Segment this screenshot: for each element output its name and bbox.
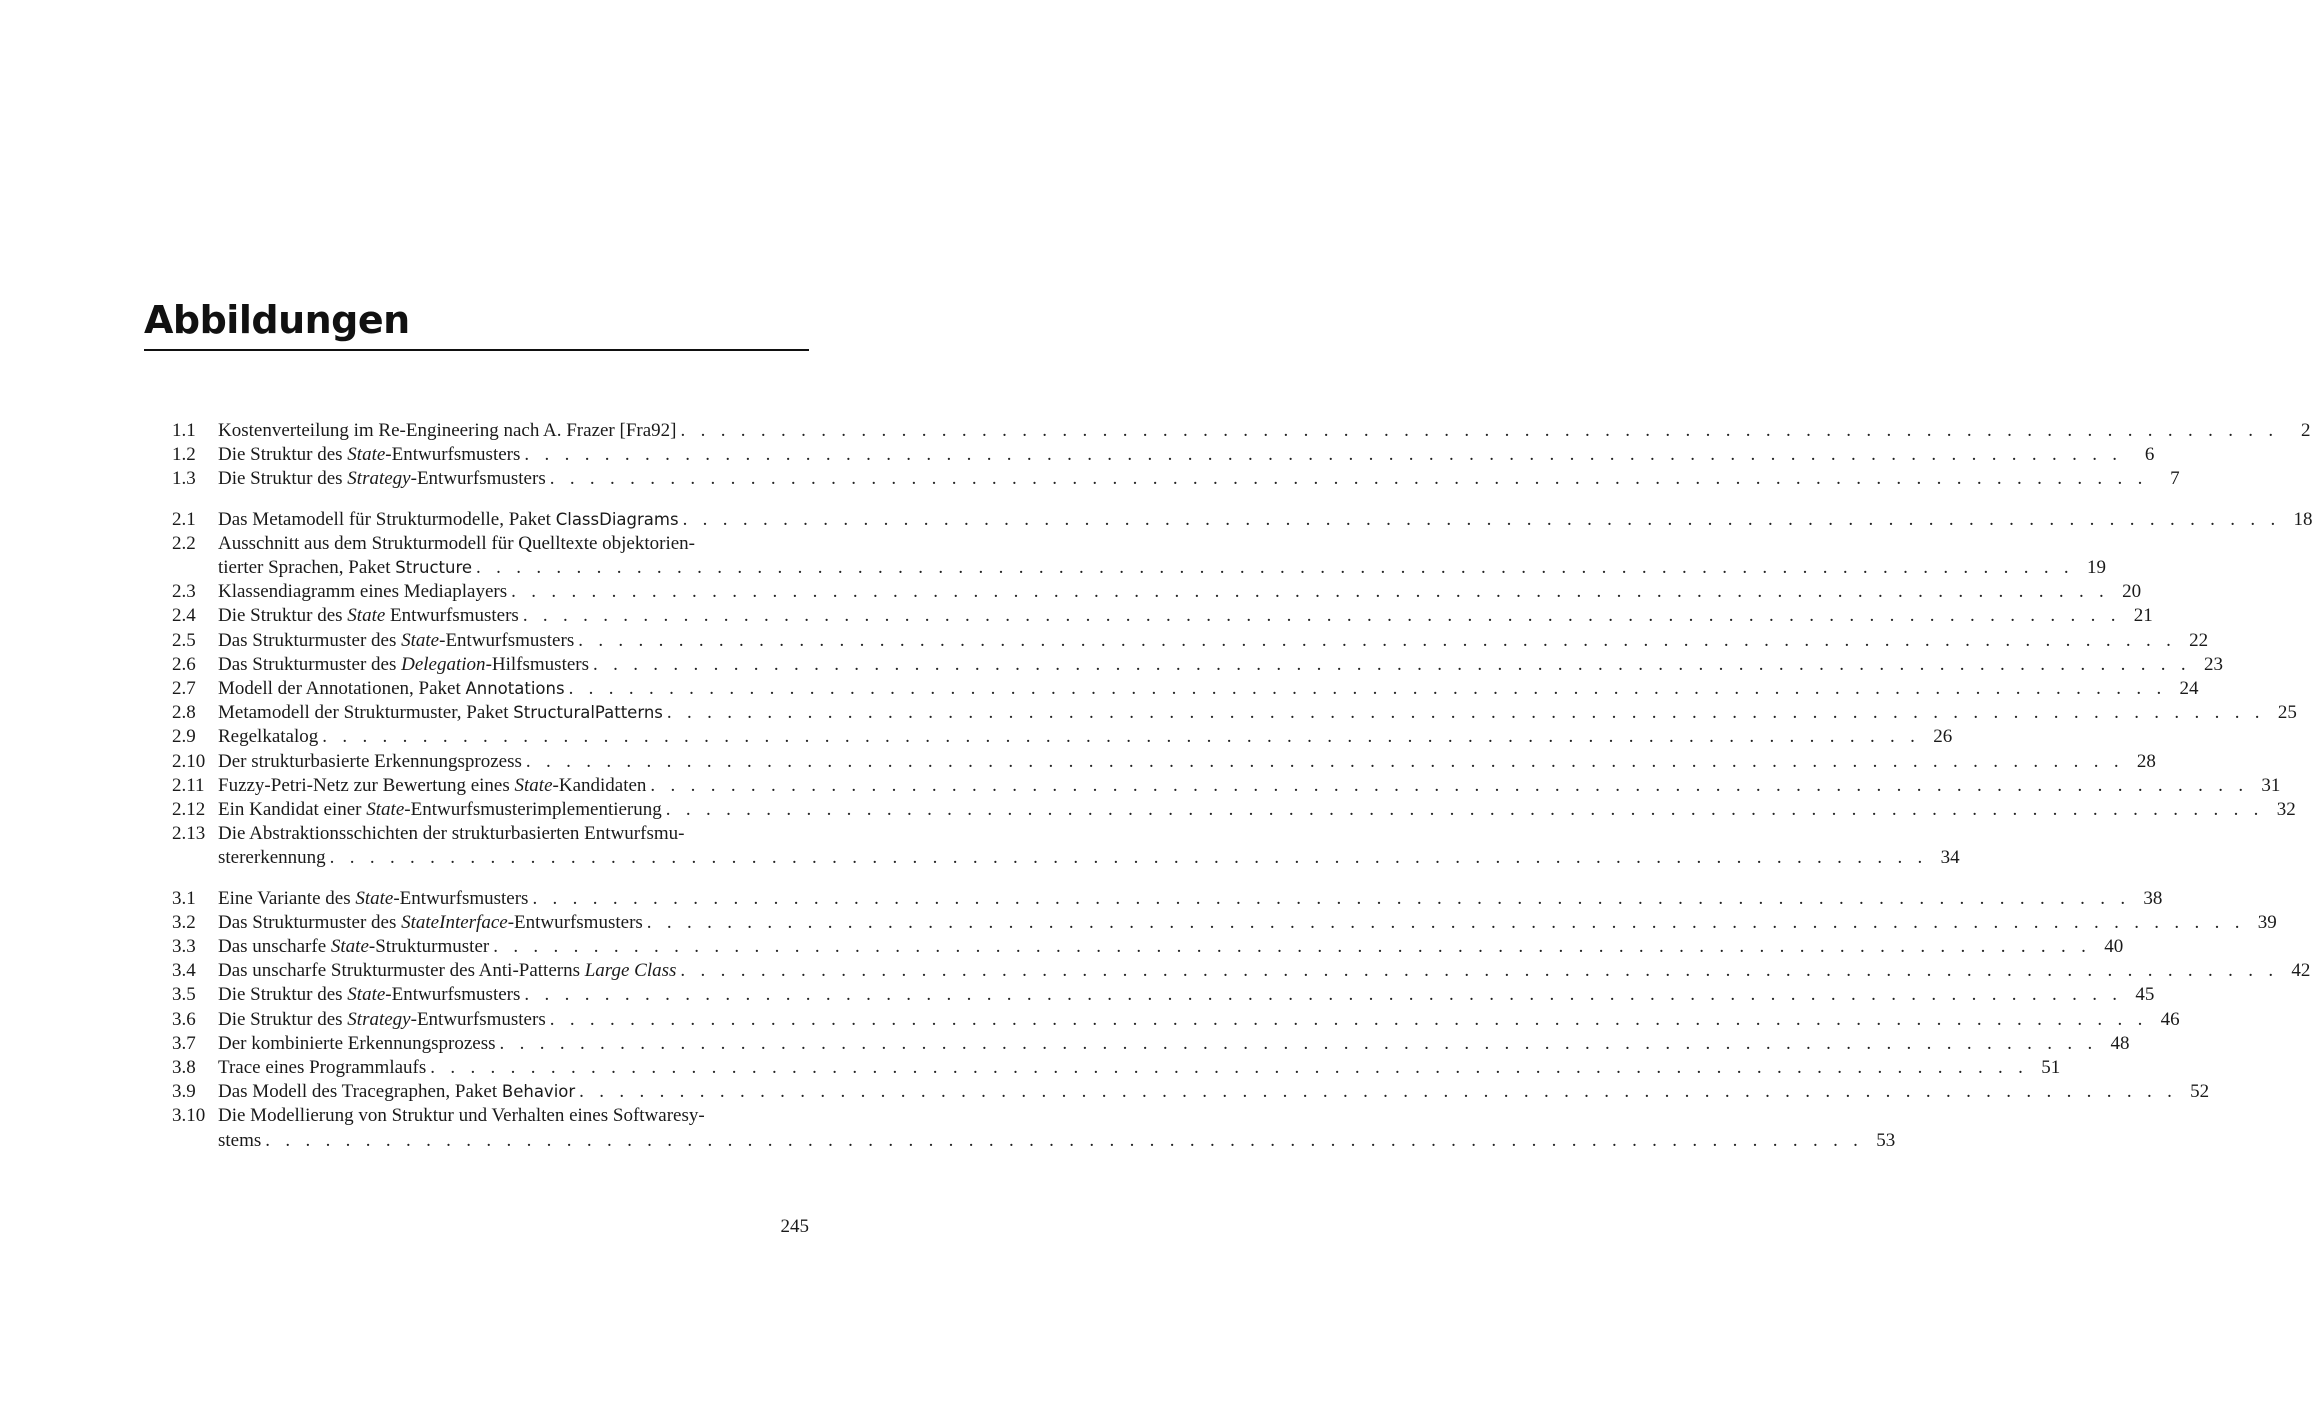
title-text: Modell der Annotationen, Paket (218, 678, 466, 700)
figure-entry[interactable] (172, 443, 2155, 467)
figure-entry[interactable] (172, 1080, 2210, 1104)
figure-number: 3.10 (172, 1105, 206, 1127)
figure-number: 2.1 (172, 508, 196, 530)
page-number: 245 (780, 1216, 809, 1237)
package-name: ClassDiagrams (555, 509, 679, 529)
title-text: Die Struktur des (218, 1008, 348, 1030)
figure-page-number: 22 (2189, 629, 2209, 651)
figure-page-number: 40 (2104, 936, 2124, 958)
figure-group (172, 887, 2311, 1153)
dot-leader: . . . . . . . . . . . . . . . . . . . . . . . . . . . . . . . . . . . . . . . . . . . . . . . . . . . . . . . . . . . . . . . . . . . . . . . . . . . . . . . . (522, 605, 2121, 627)
dot-leader: . . . . . . . . . . . . . . . . . . . . . . . . . . . . . . . . . . . . . . . . . . . . . . . . . . . . . . . . . . . . . . . . . . . . . . . . . . . . . . . . (532, 887, 2131, 909)
title-text: Das Metamodell für Strukturmodelle, Paket (218, 508, 556, 530)
figure-number: 1.1 (172, 420, 196, 441)
figure-page-number: 21 (2133, 605, 2153, 627)
figure-title (218, 774, 646, 798)
figure-title (218, 798, 662, 822)
figure-caption (218, 1008, 2180, 1032)
figure-page-number: 6 (2144, 444, 2155, 466)
figure-entry[interactable] (172, 677, 2199, 701)
figure-caption (218, 911, 2277, 935)
title-text: Der kombinierte Erkennungsprozess (218, 1032, 496, 1054)
figure-number: 2.9 (172, 726, 196, 748)
figure-title (218, 1032, 496, 1056)
figure-entry[interactable] (172, 1008, 2180, 1032)
title-text: stererkennung (218, 847, 326, 869)
figure-title (218, 467, 546, 491)
dot-leader: . . . . . . . . . . . . . . . . . . . . . . . . . . . . . . . . . . . . . . . . . . . . . . . . . . . . . . . . . . . . . . . . . . . . . . . . . . . . . . . . (646, 911, 2245, 933)
figure-entry[interactable] (172, 580, 2142, 604)
figure-caption (218, 629, 2209, 653)
emphasized-term: Delegation (401, 653, 486, 675)
dot-leader: . . . . . . . . . . . . . . . . . . . . . . . . . . . . . . . . . . . . . . . . . . . . . . . . . . . . . . . . . . . . . . . . . . . . . . . . . . . . . . . . (549, 468, 2148, 490)
figure-caption (218, 725, 1953, 749)
figure-entry[interactable] (172, 604, 2153, 628)
emphasized-term: State (401, 629, 440, 651)
figure-number: 3.3 (172, 936, 196, 958)
figure-caption (218, 580, 2142, 604)
figure-caption (218, 750, 2156, 774)
title-text: Trace eines Programmlaufs (218, 1057, 427, 1079)
emphasized-term: StateInterface (401, 911, 508, 933)
figure-number: 2.2 (172, 532, 196, 554)
emphasized-term: Strategy (347, 1008, 411, 1030)
dot-leader: . . . . . . . . . . . . . . . . . . . . . . . . . . . . . . . . . . . . . . . . . . . . . . . . . . . . . . . . . . . . . . . . . . . . . . . . . . . . . . . . (430, 1057, 2029, 1079)
figure-caption (218, 443, 2155, 467)
title-text: Der strukturbasierte Erkennungsprozess (218, 750, 522, 772)
figure-title (218, 677, 565, 701)
figure-entry[interactable] (172, 887, 2163, 911)
figure-caption (218, 532, 2106, 580)
figure-title (218, 556, 472, 580)
dot-leader: . . . . . . . . . . . . . . . . . . . . . . . . . . . . . . . . . . . . . . . . . . . . . . . . . . . . . . . . . . . . . . . . . . . . . . . . . . . . . . . . (666, 702, 2265, 724)
figure-number: 2.11 (172, 774, 205, 796)
figure-number: 1.3 (172, 468, 196, 490)
title-text: Das unscharfe Strukturmuster des Anti-Patterns (218, 960, 585, 982)
figure-page-number: 39 (2257, 911, 2277, 933)
emphasized-term: Large Class (584, 960, 677, 982)
title-text: stems (218, 1129, 262, 1151)
emphasized-term: State (347, 605, 386, 627)
figure-title (218, 443, 520, 467)
figure-title (218, 508, 679, 532)
figure-page-number: 38 (2143, 887, 2163, 909)
figure-group (172, 508, 2313, 871)
package-name: Annotations (465, 679, 565, 699)
figure-page-number: 48 (2110, 1032, 2130, 1054)
figure-entry[interactable] (172, 508, 2313, 532)
figure-number: 3.1 (172, 887, 196, 909)
figure-number: 2.3 (172, 581, 196, 603)
figure-entry[interactable] (172, 798, 2296, 822)
title-text: Die Struktur des (218, 444, 348, 466)
figure-caption (218, 467, 2180, 491)
figure-page-number: 45 (2135, 984, 2155, 1006)
title-text: Entwurfsmusters (385, 605, 519, 627)
figure-list (172, 419, 2313, 1169)
title-text: Das unscharfe (218, 936, 331, 958)
figure-page-number: 53 (1876, 1129, 1896, 1151)
dot-leader: . . . . . . . . . . . . . . . . . . . . . . . . . . . . . . . . . . . . . . . . . . . . . . . . . . . . . . . . . . . . . . . . . . . . . . . . . . . . . . . . (329, 847, 1928, 869)
title-text: -Entwurfsmusters (507, 911, 643, 933)
figure-entry[interactable] (172, 725, 1953, 749)
figure-title (218, 959, 676, 983)
title-text: Das Strukturmuster des (218, 629, 402, 651)
figure-number: 2.5 (172, 629, 196, 651)
emphasized-term: State (355, 887, 394, 909)
figure-caption (218, 1056, 2061, 1080)
dot-leader: . . . . . . . . . . . . . . . . . . . . . . . . . . . . . . . . . . . . . . . . . . . . . . . . . . . . . . . . . . . . . . . . . . . . . . . . . . . . . . . . (579, 1081, 2178, 1103)
figure-entry[interactable] (172, 935, 2124, 959)
figure-page-number: 23 (2203, 653, 2223, 675)
figure-entry[interactable] (172, 629, 2209, 653)
figure-caption (218, 701, 2297, 725)
figure-number: 3.6 (172, 1008, 196, 1030)
figure-title-first-line: Die Abstraktionsschichten der strukturbasierten Entwurfsmu- (218, 823, 685, 845)
figure-title (218, 983, 520, 1007)
figure-title (218, 725, 318, 749)
dot-leader: . . . . . . . . . . . . . . . . . . . . . . . . . . . . . . . . . . . . . . . . . . . . . . . . . . . . . . . . . . . . . . . . . . . . . . . . . . . . . . . . (499, 1032, 2098, 1054)
figure-title-first-line: Ausschnitt aus dem Strukturmodell für Quelltexte objektorien- (218, 532, 696, 554)
emphasized-term: State (330, 936, 369, 958)
figure-page-number: 28 (2136, 750, 2156, 772)
title-text: Eine Variante des (218, 887, 356, 909)
figure-entry[interactable] (172, 701, 2297, 725)
figure-number: 2.12 (172, 799, 206, 821)
figure-entry[interactable] (172, 774, 2281, 798)
title-text: -Entwurfsmusters (385, 444, 521, 466)
title-text: -Entwurfsmusters (410, 1008, 546, 1030)
figure-entry[interactable] (172, 822, 1960, 870)
title-text: Kostenverteilung im Re-Engineering nach A. Frazer [Fra92] (218, 420, 677, 441)
figure-page-number: 20 (2122, 581, 2142, 603)
figure-title (218, 653, 589, 677)
emphasized-term: Strategy (347, 468, 411, 490)
figure-title (218, 701, 663, 725)
dot-leader: . . . . . . . . . . . . . . . . . . . . . . . . . . . . . . . . . . . . . . . . . . . . . . . . . . . . . . . . . . . . . . . . . . . . . . . . . . . . . . . . (665, 799, 2264, 821)
figure-entry[interactable] (172, 1056, 2061, 1080)
figure-title (218, 629, 574, 653)
figure-caption (218, 774, 2281, 798)
figure-page-number: 18 (2293, 508, 2313, 530)
figure-page-number: 2 (2300, 420, 2311, 441)
title-text: Das Strukturmuster des (218, 911, 402, 933)
figure-title (218, 887, 528, 911)
title-text: Metamodell der Strukturmuster, Paket (218, 702, 514, 724)
figure-title (218, 1056, 426, 1080)
figure-number: 3.5 (172, 984, 196, 1006)
figure-entry[interactable] (172, 750, 2156, 774)
figure-number: 2.13 (172, 823, 206, 845)
figure-entry[interactable] (172, 419, 2311, 443)
title-text: Regelkatalog (218, 726, 319, 748)
figure-title (218, 604, 519, 628)
title-text: -Strukturmuster (368, 936, 490, 958)
dot-leader: . . . . . . . . . . . . . . . . . . . . . . . . . . . . . . . . . . . . . . . . . . . . . . . . . . . . . . . . . . . . . . . . . . . . . . . . . . . . . . . . (650, 774, 2249, 796)
title-text: -Entwurfsmusters (439, 629, 575, 651)
figure-page-number: 24 (2179, 678, 2199, 700)
figure-number: 2.4 (172, 605, 196, 627)
figure-caption (218, 508, 2313, 532)
title-text: Das Modell des Tracegraphen, Paket (218, 1081, 502, 1103)
figure-number: 3.2 (172, 911, 196, 933)
title-text: -Entwurfsmusters (393, 887, 529, 909)
figure-title (218, 1008, 546, 1032)
figure-entry[interactable] (172, 911, 2277, 935)
dot-leader: . . . . . . . . . . . . . . . . . . . . . . . . . . . . . . . . . . . . . . . . . . . . . . . . . . . . . . . . . . . . . . . . . . . . . . . . . . . . . . . . (493, 936, 2092, 958)
figure-caption (218, 1032, 2130, 1056)
package-name: StructuralPatterns (513, 703, 663, 723)
figure-title (218, 846, 326, 870)
figure-caption (218, 887, 2163, 911)
title-text: -Hilfsmusters (485, 653, 589, 675)
figure-caption (218, 959, 2311, 983)
figure-title (218, 750, 522, 774)
figure-group (172, 419, 2311, 492)
figure-title (218, 1129, 261, 1153)
figure-page-number: 52 (2190, 1081, 2210, 1103)
figure-number: 2.6 (172, 653, 196, 675)
figure-entry[interactable] (172, 653, 2223, 677)
figure-entry[interactable] (172, 467, 2180, 491)
emphasized-term: State (347, 444, 386, 466)
figure-caption (218, 653, 2223, 677)
figure-page-number: 19 (2086, 557, 2106, 579)
figure-title (218, 911, 643, 935)
dot-leader: . . . . . . . . . . . . . . . . . . . . . . . . . . . . . . . . . . . . . . . . . . . . . . . . . . . . . . . . . . . . . . . . . . . . . . . . . . . . . . . . (322, 726, 1921, 748)
figure-page-number: 51 (2041, 1057, 2061, 1079)
figure-number: 3.7 (172, 1032, 196, 1054)
emphasized-term: State (514, 774, 553, 796)
dot-leader: . . . . . . . . . . . . . . . . . . . . . . . . . . . . . . . . . . . . . . . . . . . . . . . . . . . . . . . . . . . . . . . . . . . . . . . . . . . . . . . . (680, 420, 2279, 441)
package-name: Structure (395, 558, 473, 578)
figure-page-number: 32 (2276, 799, 2296, 821)
figure-number: 2.7 (172, 678, 196, 700)
title-text: Das Strukturmuster des (218, 653, 402, 675)
package-name: Behavior (501, 1082, 576, 1102)
figure-page-number: 7 (2170, 468, 2180, 490)
figure-entry[interactable] (172, 983, 2155, 1007)
dot-leader: . . . . . . . . . . . . . . . . . . . . . . . . . . . . . . . . . . . . . . . . . . . . . . . . . . . . . . . . . . . . . . . . . . . . . . . . . . . . . . . . (511, 581, 2110, 603)
title-text: -Entwurfsmusters (385, 984, 521, 1006)
title-text: Fuzzy-Petri-Netz zur Bewertung eines (218, 774, 515, 796)
figure-page-number: 25 (2277, 702, 2297, 724)
page-heading: Abbildungen (144, 298, 410, 342)
figure-entry[interactable] (172, 1104, 1896, 1152)
figure-page-number: 42 (2291, 960, 2311, 982)
emphasized-term: State (366, 799, 405, 821)
dot-leader: . . . . . . . . . . . . . . . . . . . . . . . . . . . . . . . . . . . . . . . . . . . . . . . . . . . . . . . . . . . . . . . . . . . . . . . . . . . . . . . . (568, 678, 2167, 700)
dot-leader: . . . . . . . . . . . . . . . . . . . . . . . . . . . . . . . . . . . . . . . . . . . . . . . . . . . . . . . . . . . . . . . . . . . . . . . . . . . . . . . . (525, 750, 2124, 772)
dot-leader: . . . . . . . . . . . . . . . . . . . . . . . . . . . . . . . . . . . . . . . . . . . . . . . . . . . . . . . . . . . . . . . . . . . . . . . . . . . . . . . . (524, 444, 2123, 466)
title-text: tierter Sprachen, Paket (218, 557, 396, 579)
dot-leader: . . . . . . . . . . . . . . . . . . . . . . . . . . . . . . . . . . . . . . . . . . . . . . . . . . . . . . . . . . . . . . . . . . . . . . . . . . . . . . . . (680, 960, 2279, 982)
dot-leader: . . . . . . . . . . . . . . . . . . . . . . . . . . . . . . . . . . . . . . . . . . . . . . . . . . . . . . . . . . . . . . . . . . . . . . . . . . . . . . . . (578, 629, 2177, 651)
figure-page-number: 26 (1933, 726, 1953, 748)
figure-title (218, 935, 489, 959)
emphasized-term: State (347, 984, 386, 1006)
heading-rule (144, 349, 809, 351)
figure-caption (218, 983, 2155, 1007)
figure-caption (218, 935, 2124, 959)
title-text: Klassendiagramm eines Mediaplayers (218, 581, 508, 603)
title-text: Die Struktur des (218, 468, 348, 490)
dot-leader: . . . . . . . . . . . . . . . . . . . . . . . . . . . . . . . . . . . . . . . . . . . . . . . . . . . . . . . . . . . . . . . . . . . . . . . . . . . . . . . . (265, 1129, 1864, 1151)
dot-leader: . . . . . . . . . . . . . . . . . . . . . . . . . . . . . . . . . . . . . . . . . . . . . . . . . . . . . . . . . . . . . . . . . . . . . . . . . . . . . . . . (549, 1008, 2148, 1030)
figure-caption (218, 677, 2199, 701)
title-text: Die Struktur des (218, 605, 348, 627)
figure-number: 3.4 (172, 960, 196, 982)
dot-leader: . . . . . . . . . . . . . . . . . . . . . . . . . . . . . . . . . . . . . . . . . . . . . . . . . . . . . . . . . . . . . . . . . . . . . . . . . . . . . . . . (476, 557, 2074, 579)
title-text: -Entwurfsmusters (410, 468, 546, 490)
figure-title (218, 419, 677, 443)
figure-caption (218, 1080, 2210, 1104)
dot-leader: . . . . . . . . . . . . . . . . . . . . . . . . . . . . . . . . . . . . . . . . . . . . . . . . . . . . . . . . . . . . . . . . . . . . . . . . . . . . . . . . (682, 508, 2281, 530)
figure-title (218, 580, 507, 604)
figure-caption (218, 798, 2296, 822)
title-text: Ein Kandidat einer (218, 799, 367, 821)
figure-number: 3.9 (172, 1081, 196, 1103)
dot-leader: . . . . . . . . . . . . . . . . . . . . . . . . . . . . . . . . . . . . . . . . . . . . . . . . . . . . . . . . . . . . . . . . . . . . . . . . . . . . . . . . (593, 653, 2191, 675)
dot-leader: . . . . . . . . . . . . . . . . . . . . . . . . . . . . . . . . . . . . . . . . . . . . . . . . . . . . . . . . . . . . . . . . . . . . . . . . . . . . . . . . (524, 984, 2123, 1006)
figure-caption (218, 604, 2153, 628)
figure-number: 1.2 (172, 444, 196, 466)
title-text: -Entwurfsmusterimplementierung (404, 799, 662, 821)
figure-page-number: 34 (1940, 847, 1960, 869)
title-text: Die Struktur des (218, 984, 348, 1006)
figure-page-number: 46 (2160, 1008, 2180, 1030)
figure-caption (218, 1104, 1896, 1152)
figure-title (218, 1080, 575, 1104)
figure-number: 2.8 (172, 702, 196, 724)
figure-page-number: 31 (2261, 774, 2281, 796)
title-text: -Kandidaten (552, 774, 647, 796)
figure-number: 2.10 (172, 750, 206, 772)
figure-caption (218, 822, 1960, 870)
figure-number: 3.8 (172, 1057, 196, 1079)
figure-title-first-line: Die Modellierung von Struktur und Verhalten eines Softwaresy- (218, 1105, 705, 1127)
figure-entry[interactable] (172, 1032, 2130, 1056)
figure-caption (218, 419, 2311, 443)
figure-entry[interactable] (172, 532, 2106, 580)
figure-entry[interactable] (172, 959, 2311, 983)
